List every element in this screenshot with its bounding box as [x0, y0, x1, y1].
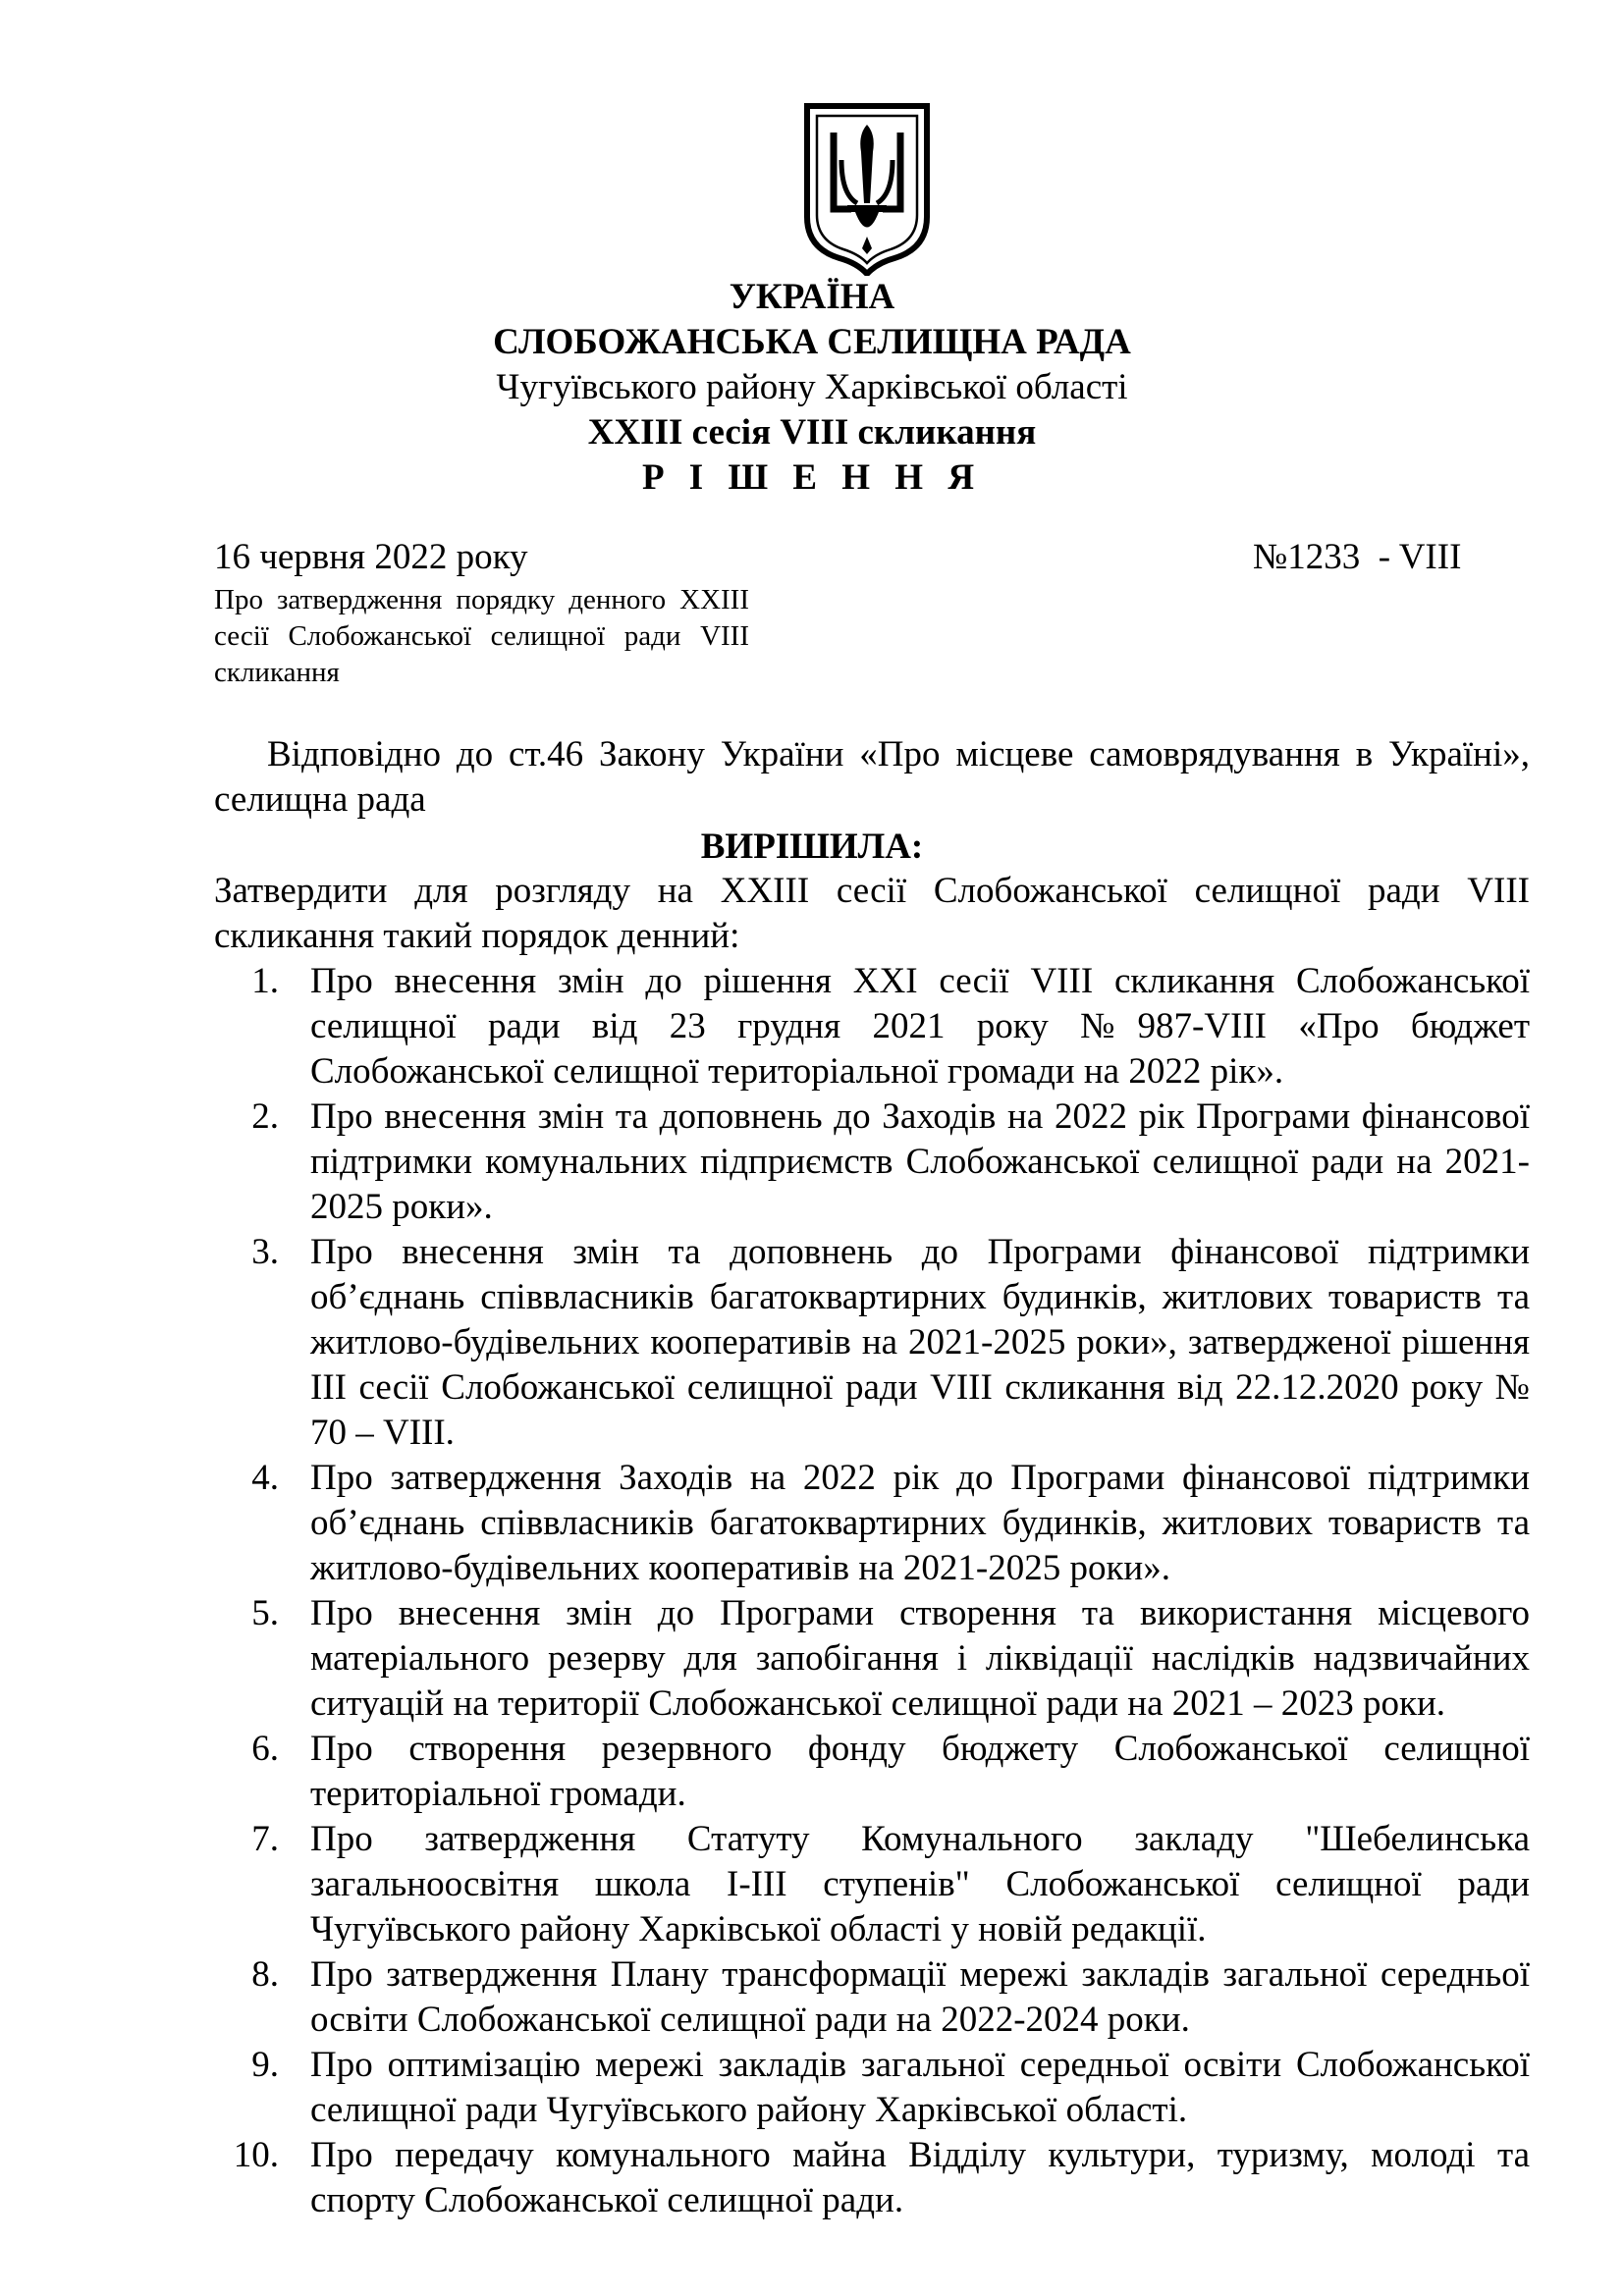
item-text: Про передачу комунального майна Відділу культури, туризму, молоді та спорту Слобожанської селищної ради.: [310, 2135, 1530, 2220]
item-number: 8.: [251, 1954, 279, 1995]
session-title: XXIII сесія VIII скликання: [587, 412, 1037, 453]
item-text: Про внесення змін та доповнень до Заходів на 2022 рік Програми фінансової підтримки комунальних підприємств Слобожанської селищної ради на 2021-2025 роки».: [310, 1096, 1530, 1227]
item-number: 7.: [251, 1819, 279, 1859]
coat-of-arms-icon: [802, 101, 932, 276]
list-item: [214, 1727, 1530, 1817]
preamble: Відповідно до ст.46 Закону України «Про місцеве самоврядування в Україні», селищна рада: [214, 734, 1530, 820]
item-number: 3.: [251, 1232, 279, 1272]
list-item: [214, 1095, 1530, 1230]
list-item: [214, 2133, 1530, 2223]
item-number: 6.: [251, 1729, 279, 1769]
item-text: Про оптимізацію мережі закладів загальної середньої освіти Слобожанської селищної ради Чугуївського району Харківської області.: [310, 2045, 1530, 2130]
decision-number: №1233 - VIII: [1253, 537, 1462, 577]
item-text: Про внесення змін до Програми створення та використання місцевого матеріального резерву для запобігання і ліквідації наслідків надзвичайних ситуацій на території Слобожанської селищної ради на 2021 – 2023 роки.: [310, 1593, 1530, 1724]
list-item: [214, 1591, 1530, 1727]
list-item: [214, 959, 1530, 1095]
council-region: Чугуївського району Харківської області: [496, 367, 1128, 407]
item-number: 10.: [233, 2135, 279, 2175]
list-item: [214, 1952, 1530, 2043]
document-header: [0, 275, 1624, 501]
document-type: Р І Ш Е Н Н Я: [641, 457, 983, 498]
list-item: [214, 1817, 1530, 1952]
item-number: 9.: [251, 2045, 279, 2085]
item-text: Про внесення змін та доповнень до Програми фінансової підтримки об’єднань співвласників багатоквартирних будинків, житлових товариств та житлово-будівельних кооперативів на 2021-2025 роки», затвердженої рішення III сесії Слобожанської селищної ради VIII скликання від 22.12.2020 року № 70 – VIII.: [310, 1232, 1530, 1453]
council-name: СЛОБОЖАНСЬКА СЕЛИЩНА РАДА: [493, 322, 1131, 362]
item-text: Про створення резервного фонду бюджету Слобожанської селищної територіальної громади.: [310, 1729, 1530, 1814]
country-name: УКРАЇНА: [729, 277, 895, 317]
decided-heading: ВИРІШИЛА:: [700, 827, 924, 867]
item-text: Про затвердження Плану трансформації мережі закладів загальної середньої освіти Слобожанської селищної ради на 2022-2024 роки.: [310, 1954, 1530, 2040]
item-text: Про внесення змін до рішення XXI сесії VIII скликання Слобожанської селищної ради від 23 грудня 2021 року №987-VIII «Про бюджет Слобожанської селищної територіальної громади на 2022 рік».: [310, 961, 1530, 1092]
item-number: 4.: [251, 1458, 279, 1498]
list-item: [214, 2043, 1530, 2133]
item-number: 2.: [251, 1096, 279, 1137]
decision-date: 16 червня 2022 року: [214, 537, 528, 577]
agenda-list: [214, 959, 1530, 2223]
list-item: [214, 1456, 1530, 1591]
item-number: 1.: [251, 961, 279, 1001]
item-text: Про затвердження Заходів на 2022 рік до Програми фінансової підтримки об’єднань співвласників багатоквартирних будинків, житлових товариств та житлово-будівельних кооперативів на 2021-2025 роки».: [310, 1458, 1530, 1588]
agenda-intro: Затвердити для розгляду на XXIII сесії Слобожанської селищної ради VIII скликання такий порядок денний:: [214, 871, 1530, 956]
list-item: [214, 1230, 1530, 1456]
item-text: Про затвердження Статуту Комунального закладу "Шебелинська загальноосвітня школа I-III ступенів" Слобожанської селищної ради Чугуївського району Харківської області у новій редакції.: [310, 1819, 1530, 1949]
decision-subject: Про затвердження порядку денного XXIII сесії Слобожанської селищної ради VIII скликання: [214, 584, 749, 688]
item-number: 5.: [251, 1593, 279, 1633]
